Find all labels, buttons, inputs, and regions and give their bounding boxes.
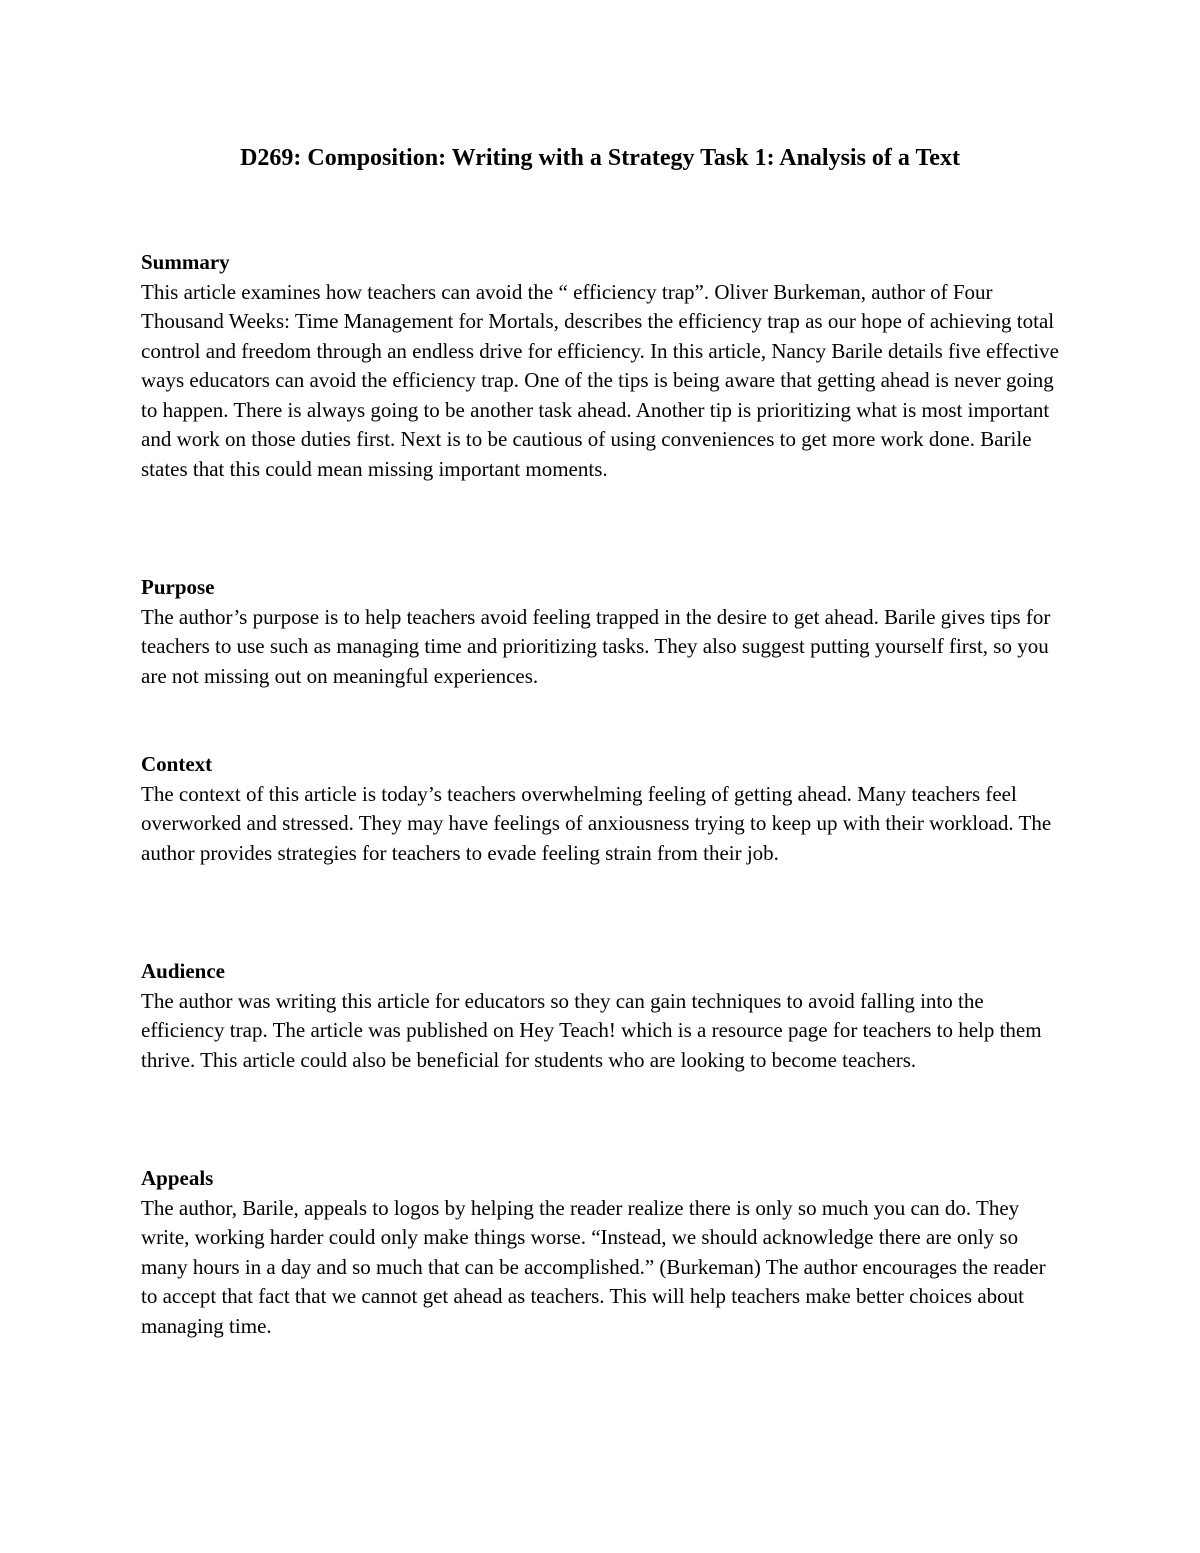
section-context bbox=[141, 750, 1061, 868]
section-purpose bbox=[141, 573, 1061, 691]
section-appeals bbox=[141, 1164, 1061, 1341]
section-heading-appeals: Appeals bbox=[141, 1166, 214, 1190]
section-heading-summary: Summary bbox=[141, 250, 230, 274]
section-audience bbox=[141, 957, 1061, 1075]
section-heading-audience: Audience bbox=[141, 959, 225, 983]
document-title: D269: Composition: Writing with a Strategy Task 1: Analysis of a Text bbox=[240, 145, 960, 171]
section-body-context: The context of this article is today’s teachers overwhelming feeling of getting ahead. Many teachers feel overworked and stressed. They may have feelings of anxiousness trying to keep up with their workload. The author provides strategies for teachers to evade feeling strain from their job. bbox=[141, 781, 1052, 865]
section-summary bbox=[141, 248, 1061, 484]
section-heading-purpose: Purpose bbox=[141, 575, 215, 599]
section-body-audience: The author was writing this article for educators so they can gain techniques to avoid falling into the efficiency trap. The article was published on Hey Teach! which is a resource page for teachers to help them thrive. This article could also be beneficial for students who are looking to become teachers. bbox=[141, 988, 1042, 1072]
section-body-purpose: The author’s purpose is to help teachers avoid feeling trapped in the desire to get ahead. Barile gives tips for teachers to use such as managing time and prioritizing tasks. They also suggest putting yourself first, so you are not missing out on meaningful experiences. bbox=[141, 604, 1051, 688]
section-body-appeals: The author, Barile, appeals to logos by helping the reader realize there is only so much you can do. They write, working harder could only make things worse. “Instead, we should acknowledge there are only so many hours in a day and so much that can be accomplished.” (Burkeman) The author encourages the reader to accept that fact that we cannot get ahead as teachers. This will help teachers make better choices about managing time. bbox=[141, 1195, 1046, 1338]
section-body-summary: This article examines how teachers can avoid the “ efficiency trap”. Oliver Burkeman, author of Four Thousand Weeks: Time Management for Mortals, describes the efficiency trap as our hope of achieving total control and freedom through an endless drive for efficiency. In this article, Nancy Barile details five effective ways educators can avoid the efficiency trap. One of the tips is being aware that getting ahead is never going to happen. There is always going to be another task ahead. Another tip is prioritizing what is most important and work on those duties first. Next is to be cautious of using conveniences to get more work done. Barile states that this could mean missing important moments. bbox=[141, 279, 1060, 481]
section-heading-context: Context bbox=[141, 752, 213, 776]
